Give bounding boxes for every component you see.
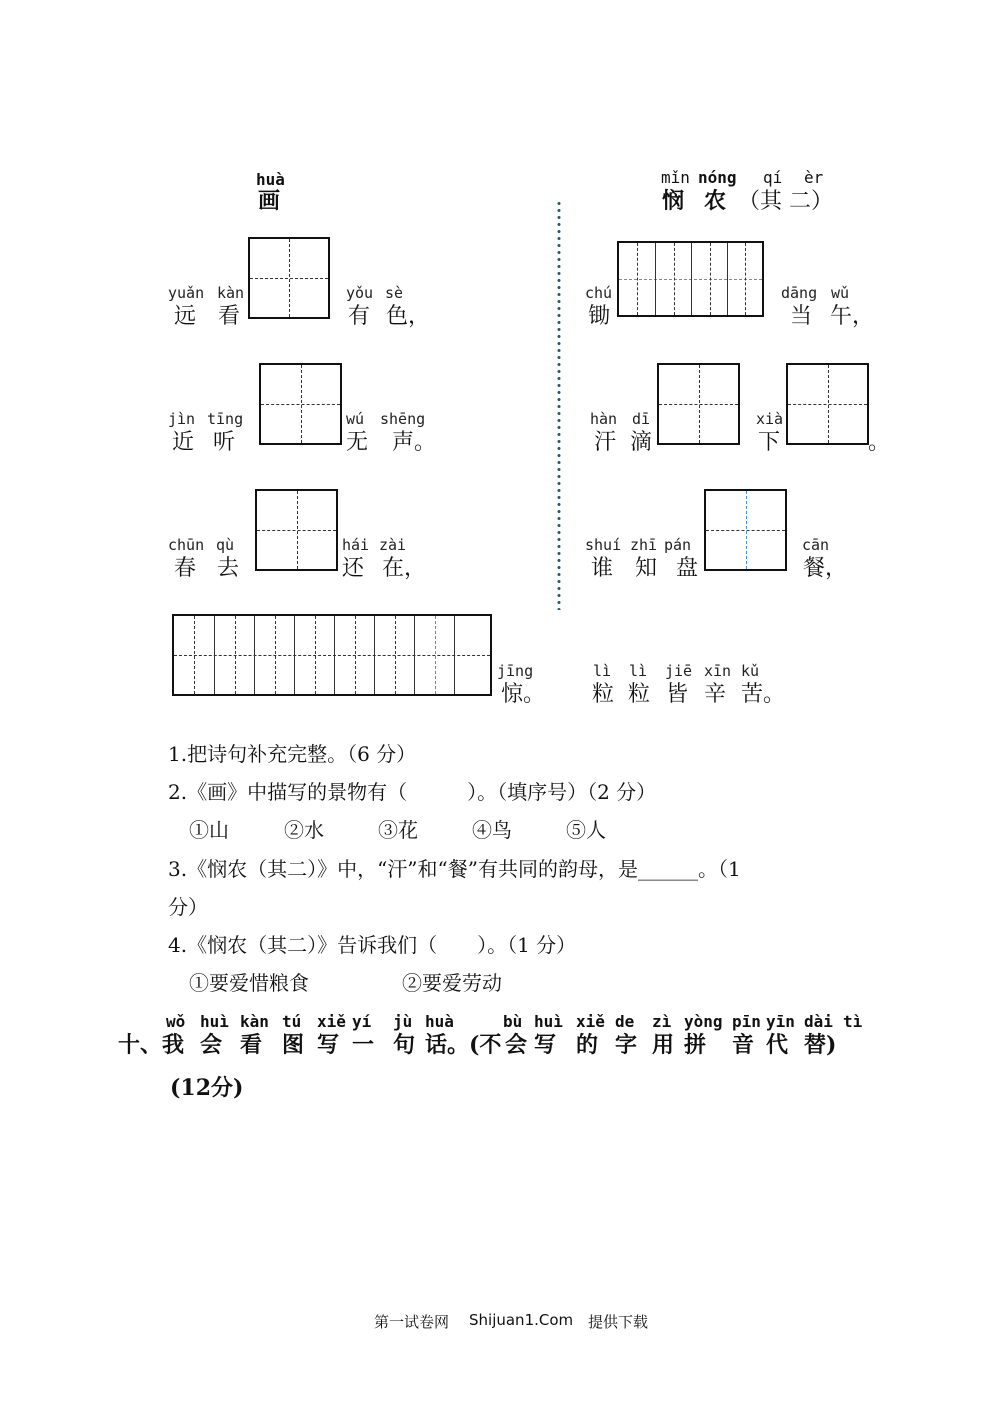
pinyin: jiē — [665, 662, 693, 680]
q4-option: ①要爱惜粮食 — [189, 971, 309, 995]
section-10-pinyin: yīn — [766, 1012, 795, 1031]
section-10-char: 用 — [652, 1032, 675, 1058]
pinyin: sè — [385, 284, 404, 302]
section-10-pinyin: jù — [393, 1012, 413, 1031]
poem-char: 皆 — [666, 682, 689, 707]
pinyin: pán — [664, 536, 692, 554]
title-pinyin-hua: huà — [256, 170, 285, 189]
pinyin: yǒu — [346, 284, 374, 302]
pinyin: dī — [632, 410, 651, 428]
question-2: 2.《画》中描写的景物有（ ）。（填序号）（2 分） — [168, 780, 657, 804]
pinyin: lì — [629, 662, 648, 680]
pinyin: tīng — [207, 410, 244, 428]
question-1: 1.把诗句补充完整。（6 分） — [168, 742, 417, 766]
title-pinyin: mǐn — [661, 168, 690, 187]
pinyin: kàn — [217, 284, 245, 302]
q2-option: ①山 — [189, 818, 229, 842]
footer-site-en[interactable]: Shijuan1.Com — [469, 1311, 574, 1329]
pinyin: lì — [593, 662, 612, 680]
poem-char: 近 — [172, 430, 195, 455]
section-10-pinyin: xiě — [317, 1012, 346, 1031]
section-10-char: 十、我 — [118, 1032, 185, 1058]
q2-option: ⑤人 — [566, 818, 606, 842]
poem-char: 午， — [830, 304, 875, 329]
poem-title-char: 悯 — [662, 188, 685, 214]
pinyin: jīng — [497, 662, 534, 680]
pinyin: chú — [585, 284, 613, 302]
poem-char: 在， — [382, 556, 427, 581]
section-10-char: 会 — [200, 1032, 223, 1058]
pinyin: hàn — [590, 410, 618, 428]
section-10-char: 的 — [576, 1032, 599, 1058]
section-10-char: 音 — [732, 1032, 755, 1058]
pinyin: yuǎn — [168, 284, 205, 302]
section-10-char: 写 — [534, 1032, 557, 1058]
section-10-char: 拼 — [684, 1032, 707, 1058]
section-10-pinyin: huì — [534, 1012, 563, 1031]
section-10-char: 句 — [393, 1032, 416, 1058]
q2-option: ②水 — [284, 818, 324, 842]
poem-char: 粒 — [628, 682, 651, 707]
question-4: 4.《悯农（其二）》告诉我们（ ）。（1 分） — [168, 933, 577, 957]
poem-char: 有 — [348, 304, 371, 329]
writing-grid-box[interactable] — [255, 489, 338, 571]
poem-char: 知 — [635, 556, 658, 581]
poem-char: 下 — [758, 430, 781, 455]
pinyin: chūn — [168, 536, 205, 554]
poem-char: 无 — [346, 430, 369, 455]
section-10-pinyin: huì — [200, 1012, 229, 1031]
section-10-pinyin: kàn — [240, 1012, 269, 1031]
writing-grid-box[interactable] — [657, 363, 740, 445]
poem-title-hua: 画 — [258, 188, 281, 214]
section-10-char: 写 — [317, 1032, 340, 1058]
section-10-pinyin: de — [615, 1012, 635, 1031]
section-10-score: (12分) — [170, 1075, 244, 1101]
section-10-pinyin: wǒ — [166, 1012, 186, 1031]
section-10-char: 看 — [240, 1032, 263, 1058]
poem-char: 听 — [213, 430, 236, 455]
writing-grid-row-8[interactable] — [172, 614, 492, 696]
pinyin: xīn — [704, 662, 732, 680]
section-10-char: 替) — [804, 1032, 837, 1058]
pinyin: shuí — [585, 536, 622, 554]
poem-char: 去 — [217, 556, 240, 581]
writing-grid-box[interactable] — [704, 489, 787, 571]
poem-char: 盘 — [676, 556, 699, 581]
q2-option: ④鸟 — [472, 818, 512, 842]
pinyin: cān — [802, 536, 830, 554]
section-10-char: 图 — [282, 1032, 305, 1058]
pinyin: qù — [216, 536, 235, 554]
poem-title-sub: （其 二） — [738, 189, 833, 214]
question-3: 3.《悯农（其二）》中，“汗”和“餐”有共同的韵母，是______。（1 — [168, 857, 741, 881]
section-10-pinyin: dài — [804, 1012, 833, 1031]
title-pinyin: èr — [804, 168, 824, 187]
poem-char: 谁 — [591, 556, 614, 581]
poem-char: 看 — [218, 304, 241, 329]
pinyin: wǔ — [831, 284, 850, 302]
column-divider — [556, 200, 562, 610]
pinyin: dāng — [781, 284, 818, 302]
section-10-pinyin: pīn — [732, 1012, 761, 1031]
pinyin: zhī — [630, 536, 658, 554]
q2-option: ③花 — [378, 818, 418, 842]
poem-char: 当 — [790, 304, 813, 329]
pinyin: shēng — [380, 410, 426, 428]
section-10-pinyin: tú — [282, 1012, 302, 1031]
poem-char: 苦。 — [741, 682, 786, 707]
writing-grid-box[interactable] — [786, 363, 869, 445]
poem-char: 餐， — [803, 556, 848, 581]
writing-grid-row-4[interactable] — [617, 241, 764, 317]
section-10-char: 代 — [766, 1032, 789, 1058]
q4-option: ②要爱劳动 — [402, 971, 502, 995]
pinyin: jìn — [168, 410, 196, 428]
poem-char: 。 — [868, 430, 891, 455]
section-10-pinyin: yí — [352, 1012, 372, 1031]
section-10-pinyin: tì — [843, 1012, 863, 1031]
section-10-char: 字 — [615, 1032, 638, 1058]
pinyin: hái — [342, 536, 370, 554]
poem-char: 远 — [174, 304, 197, 329]
footer-provide: 提供下载 — [588, 1313, 649, 1331]
footer-site-cn: 第一试卷网 — [374, 1313, 450, 1331]
poem-char: 声。 — [392, 430, 437, 455]
pinyin: zài — [379, 536, 407, 554]
pinyin: xià — [756, 410, 784, 428]
question-3-cont: 分） — [168, 895, 208, 919]
section-10-pinyin: xiě — [576, 1012, 605, 1031]
poem-char: 滴 — [630, 430, 653, 455]
poem-char: 色， — [386, 304, 431, 329]
poem-title-char: 农 — [704, 188, 727, 214]
poem-char: 还 — [342, 556, 365, 581]
poem-char: 辛 — [704, 682, 727, 707]
poem-char: 惊。 — [501, 682, 546, 707]
section-10-pinyin: zì — [652, 1012, 672, 1031]
poem-char: 春 — [174, 556, 197, 581]
title-pinyin: qí — [763, 168, 783, 187]
writing-grid-box[interactable] — [248, 237, 330, 319]
section-10-char: 话。(不 — [425, 1032, 502, 1058]
title-pinyin: nóng — [698, 168, 737, 187]
pinyin: wú — [346, 410, 365, 428]
section-10-pinyin: yòng — [684, 1012, 723, 1031]
poem-char: 汗 — [594, 430, 617, 455]
section-10-pinyin: bù — [503, 1012, 523, 1031]
writing-grid-box[interactable] — [259, 363, 342, 445]
section-10-char: 会 — [505, 1032, 528, 1058]
poem-char: 粒 — [592, 682, 615, 707]
pinyin: kǔ — [741, 662, 760, 680]
poem-char: 锄 — [588, 304, 611, 329]
section-10-char: 一 — [352, 1032, 375, 1058]
section-10-pinyin: huà — [425, 1012, 454, 1031]
